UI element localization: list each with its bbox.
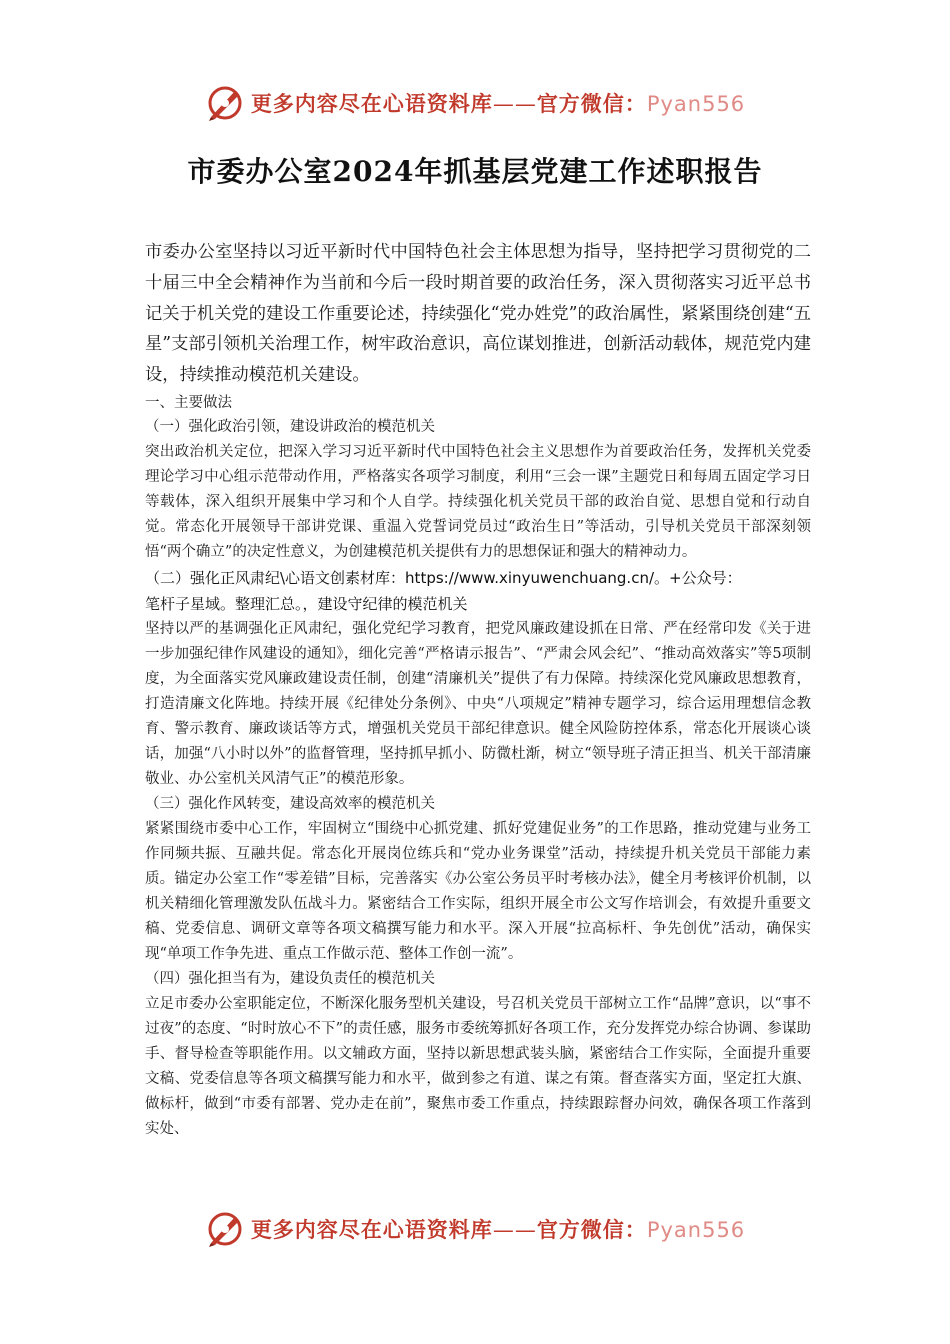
header-watermark (0, 80, 950, 126)
subsection-heading-3: （三）强化作风转变，建设高效率的模范机关 (145, 795, 435, 812)
footer-watermark (0, 1206, 950, 1252)
intro-paragraph: 市委办公室坚持以习近平新时代中国特色社会主体思想为指导，坚持把学习贯彻党的二十届三中全会精神作为当前和今后一段时期首要的政治任务，深入贯彻落实习近平总书记关于机关党的建设工作重要论述，持续强化“党办姓党”的政治属性，紧紧围绕创建“五星”支部引领机关治理工作，树牢政治意识，高位谋划推进，创新活动载体，规范党内建设，持续推动模范机关建设。 (145, 242, 811, 386)
subsection-body-1: 突出政治机关定位，把深入学习习近平新时代中国特色社会主义思想作为首要政治任务，发挥机关党委理论学习中心组示范带动作用，严格落实各项学习制度，利用“三会一课”主题党日和每周五固定学习日等载体，深入组织开展集中学习和个人自学。持续强化机关党员干部的政治自觉、思想自觉和行动自觉。常态化开展领导干部讲党课、重温入党誓词党员过“政治生日”等活动，引导机关党员干部深刻领悟“两个确立”的决定性意义，为创建模范机关提供有力的思想保证和强大的精神动力。 (145, 443, 811, 560)
subsection-body-3: 紧紧围绕市委中心工作，牢固树立“围绕中心抓党建、抓好党建促业务”的工作思路，推动党建与业务工作同频共振、互融共促。常态化开展岗位练兵和“党办业务课堂”活动，持续提升机关党员干部能力素质。锚定办公室工作“零差错”目标，完善落实《办公室公务员平时考核办法》，健全月考核评价机制，以机关精细化管理激发队伍战斗力。紧密结合工作实际，组织开展全市公文写作培训会，有效提升重要文稿、党委信息、调研文章等各项文稿撰写能力和水平。深入开展“拉高标杆、争先创优”活动，确保实现“单项工作争先进、重点工作做示范、整体工作创一流”。 (145, 820, 811, 962)
watermark-wechat-id: Pyan556 (646, 1218, 746, 1242)
watermark-main: 更多内容尽在心语资料库 (250, 1218, 493, 1242)
section-heading-main-practices: 一、主要做法 (145, 394, 232, 411)
document-title: 市委办公室2024年抓基层党建工作述职报告 (187, 155, 763, 188)
subsection-heading-2-line1: （二）强化正风肃纪\心语文创素材库：https://www.xinyuwenchuang.cn/。+公众号： (145, 568, 742, 587)
subsection-heading-2-line2: 笔杆子星域。整理汇总。，建设守纪律的模范机关 (145, 594, 468, 613)
watermark-text (251, 88, 745, 118)
document-body (145, 237, 811, 1142)
subsection-heading-1: （一）强化政治引领，建设讲政治的模范机关 (145, 418, 435, 435)
watermark-dash: —— (492, 92, 537, 116)
pen-logo-icon (205, 83, 245, 123)
watermark-text (251, 1214, 745, 1244)
watermark-wechat-id: Pyan556 (646, 92, 746, 116)
watermark-main: 更多内容尽在心语资料库 (250, 92, 493, 116)
pen-logo-icon (205, 1209, 245, 1249)
watermark-dash: —— (492, 1218, 537, 1242)
watermark-wechat-label: 官方微信： (536, 92, 647, 116)
subsection-heading-4: （四）强化担当有为，建设负责任的模范机关 (145, 970, 435, 987)
watermark-wechat-label: 官方微信： (536, 1218, 647, 1242)
subsection-body-4: 立足市委办公室职能定位，不断深化服务型机关建设，号召机关党员干部树立工作“品牌”意识，以“事不过夜”的态度、“时时放心不下”的责任感，服务市委统筹抓好各项工作，充分发挥党办综合协调、参谋助手、督导检查等职能作用。以文辅政方面，坚持以新思想武装头脑，紧密结合工作实际，全面提升重要文稿、党委信息等各项文稿撰写能力和水平，做到参之有道、谋之有策。督查落实方面，坚定扛大旗、做标杆，做到“市委有部署、党办走在前”，聚焦市委工作重点，持续跟踪督办问效，确保各项工作落到实处、 (145, 995, 811, 1137)
subsection-body-2: 坚持以严的基调强化正风肃纪，强化党纪学习教育，把党风廉政建设抓在日常、严在经常印发《关于进一步加强纪律作风建设的通知》，细化完善“严格请示报告”、“严肃会风会纪”、“推动高效落实”等5项制度，为全面落实党风廉政建设责任制，创建“清廉机关”提供了有力保障。持续深化党风廉政思想教育，打造清廉文化阵地。持续开展《纪律处分条例》、中央“八项规定”精神专题学习，综合运用理想信念教育、警示教育、廉政谈话等方式，增强机关党员干部纪律意识。健全风险防控体系，常态化开展谈心谈话，加强“八小时以外”的监督管理，坚持抓早抓小、防微杜渐，树立“领导班子清正担当、机关干部清廉敬业、办公室机关风清气正”的模范形象。 (145, 620, 811, 787)
